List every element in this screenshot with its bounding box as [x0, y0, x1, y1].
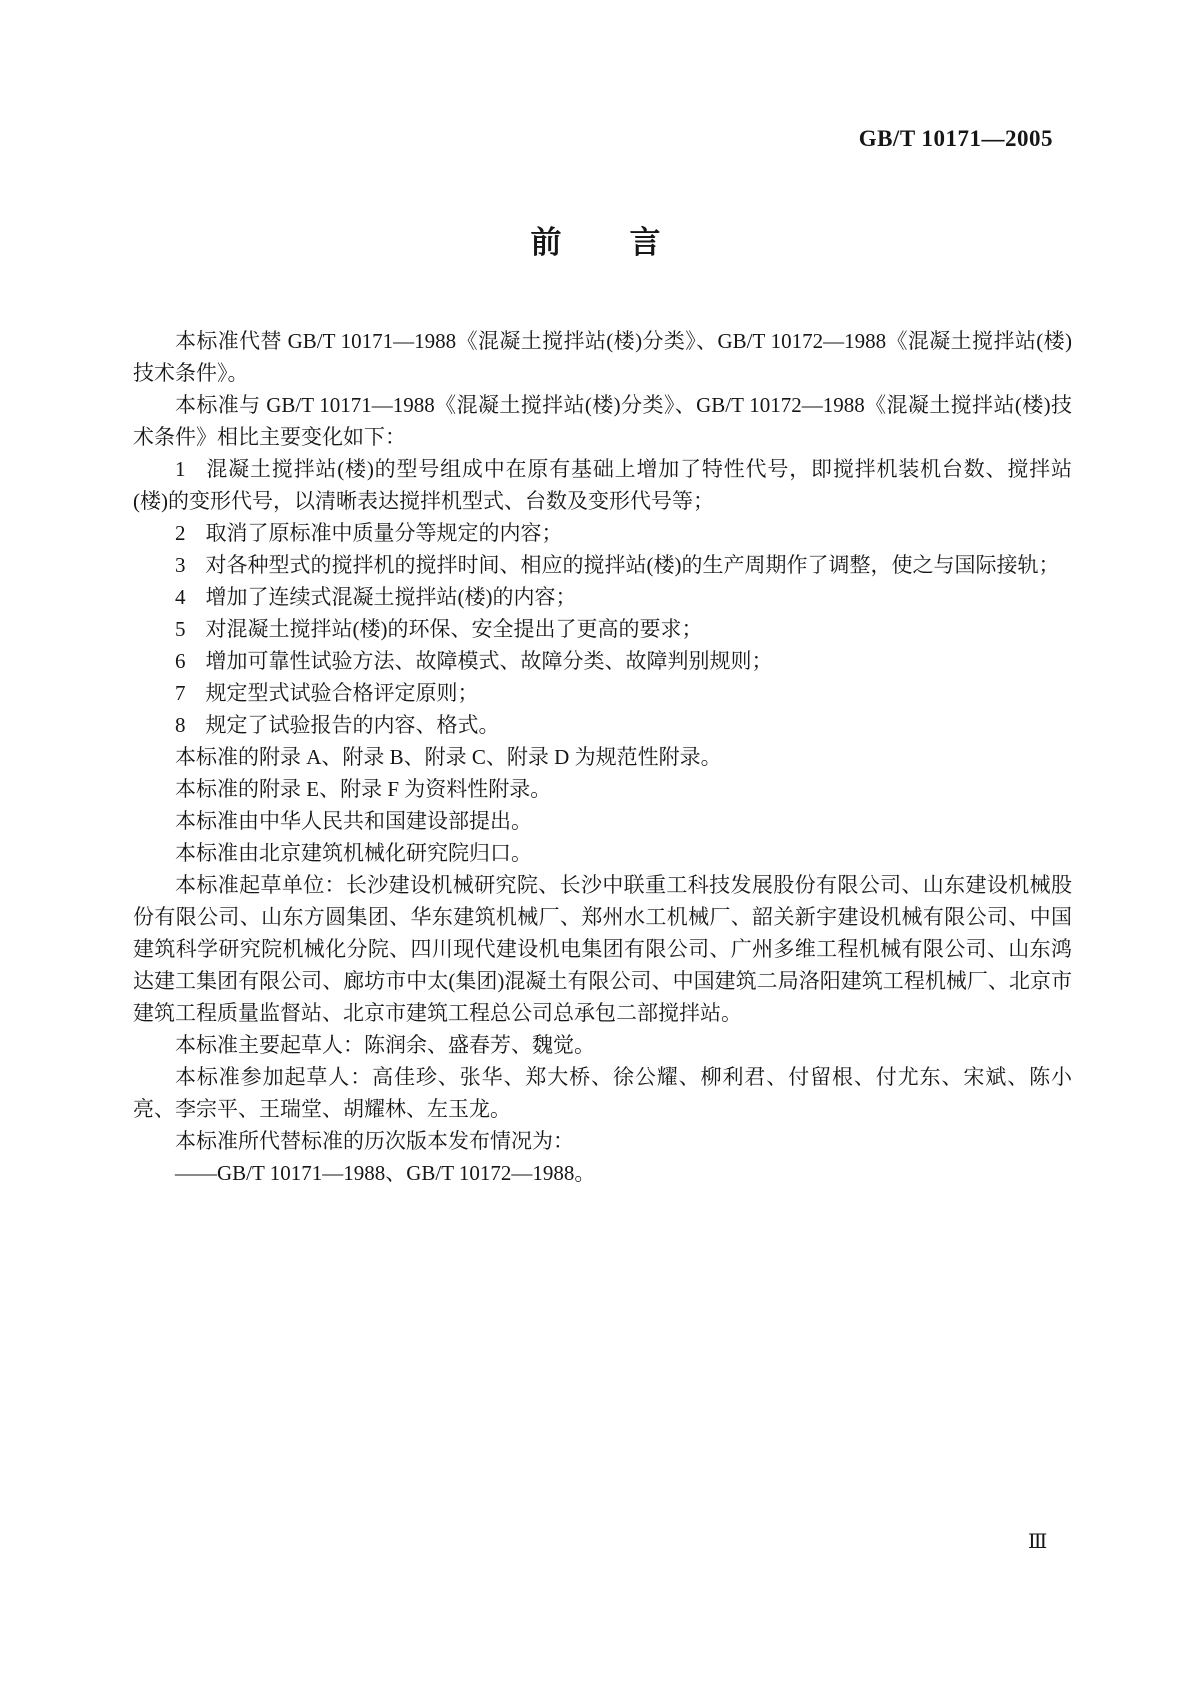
- foreword-item-6: [133, 645, 1072, 677]
- foreword-body: [133, 325, 1072, 1189]
- paragraph-text: 对混凝土搅拌站(楼)的环保、安全提出了更高的要求；: [205, 617, 703, 641]
- foreword-item-1: [133, 453, 1072, 517]
- title-char-2: 言: [629, 225, 661, 260]
- item-number: 5: [175, 617, 186, 641]
- standard-number: GB/T 10171—2005: [858, 126, 1053, 151]
- page-header: [133, 126, 1053, 152]
- paragraph-text: 对各种型式的搅拌机的搅拌时间、相应的搅拌站(楼)的生产周期作了调整，使之与国际接轨；: [205, 553, 1060, 577]
- foreword-item-3: [133, 549, 1072, 581]
- paragraph-text: 本标准由北京建筑机械化研究院归口。: [175, 841, 532, 865]
- item-number: 2: [175, 521, 186, 545]
- foreword-paragraph: [133, 325, 1072, 389]
- paragraph-text: 本标准的附录 E、附录 F 为资料性附录。: [175, 777, 552, 801]
- page-title: [0, 224, 1191, 262]
- foreword-paragraph: [133, 1125, 1072, 1157]
- paragraph-text: 增加可靠性试验方法、故障模式、故障分类、故障判别规则；: [205, 649, 773, 673]
- foreword-paragraph: [133, 741, 1072, 773]
- paragraph-text: 本标准所代替标准的历次版本发布情况为：: [175, 1129, 574, 1153]
- paragraph-text: 本标准由中华人民共和国建设部提出。: [175, 809, 532, 833]
- foreword-paragraph: [133, 1157, 1072, 1189]
- paragraph-text: 本标准主要起草人：陈润余、盛春芳、魏觉。: [175, 1033, 595, 1057]
- paragraph-text: 混凝土搅拌站(楼)的型号组成中在原有基础上增加了特性代号，即搅拌机装机台数、搅拌站(楼)的变形代号，以清晰表达搅拌机型式、台数及变形代号等；: [133, 457, 1072, 513]
- foreword-item-8: [133, 709, 1072, 741]
- paragraph-text: 增加了连续式混凝土搅拌站(楼)的内容；: [205, 585, 577, 609]
- foreword-item-5: [133, 613, 1072, 645]
- paragraph-text: 本标准参加起草人：高佳珍、张华、郑大桥、徐公耀、柳利君、付留根、付尤东、宋斌、陈小亮、李宗平、王瑞堂、胡耀林、左玉龙。: [133, 1065, 1072, 1121]
- page-number: Ⅲ: [1028, 1531, 1048, 1553]
- foreword-item-7: [133, 677, 1072, 709]
- paragraph-text: 本标准起草单位：长沙建设机械研究院、长沙中联重工科技发展股份有限公司、山东建设机械股份有限公司、山东方圆集团、华东建筑机械厂、郑州水工机械厂、韶关新宇建设机械有限公司、中国建筑科学研究院机械化分院、四川现代建设机电集团有限公司、广州多维工程机械有限公司、山东鸿达建工集团有限公司、廊坊市中太(集团)混凝土有限公司、中国建筑二局洛阳建筑工程机械厂、北京市建筑工程质量监督站、北京市建筑工程总公司总承包二部搅拌站。: [133, 873, 1072, 1025]
- paragraph-text: 规定型式试验合格评定原则；: [205, 681, 479, 705]
- item-number: 1: [175, 457, 186, 481]
- foreword-paragraph: [133, 1029, 1072, 1061]
- item-number: 3: [175, 553, 186, 577]
- paragraph-text: ——GB/T 10171—1988、GB/T 10172—1988。: [175, 1161, 596, 1185]
- paragraph-text: 规定了试验报告的内容、格式。: [205, 713, 500, 737]
- foreword-paragraph: [133, 1061, 1072, 1125]
- foreword-paragraph: [133, 389, 1072, 453]
- foreword-item-2: [133, 517, 1072, 549]
- item-number: 8: [175, 713, 186, 737]
- foreword-paragraph: [133, 805, 1072, 837]
- foreword-item-4: [133, 581, 1072, 613]
- paragraph-text: 本标准代替 GB/T 10171—1988《混凝土搅拌站(楼)分类》、GB/T 10172—1988《混凝土搅拌站(楼)技术条件》。: [133, 329, 1072, 385]
- item-number: 4: [175, 585, 186, 609]
- foreword-paragraph: [133, 869, 1072, 1029]
- item-number: 6: [175, 649, 186, 673]
- paragraph-text: 取消了原标准中质量分等规定的内容；: [205, 521, 563, 545]
- foreword-paragraph: [133, 773, 1072, 805]
- title-char-1: 前: [530, 225, 562, 260]
- foreword-paragraph: [133, 837, 1072, 869]
- item-number: 7: [175, 681, 186, 705]
- paragraph-text: 本标准的附录 A、附录 B、附录 C、附录 D 为规范性附录。: [175, 745, 722, 769]
- paragraph-text: 本标准与 GB/T 10171—1988《混凝土搅拌站(楼)分类》、GB/T 10172—1988《混凝土搅拌站(楼)技术条件》相比主要变化如下：: [133, 393, 1072, 449]
